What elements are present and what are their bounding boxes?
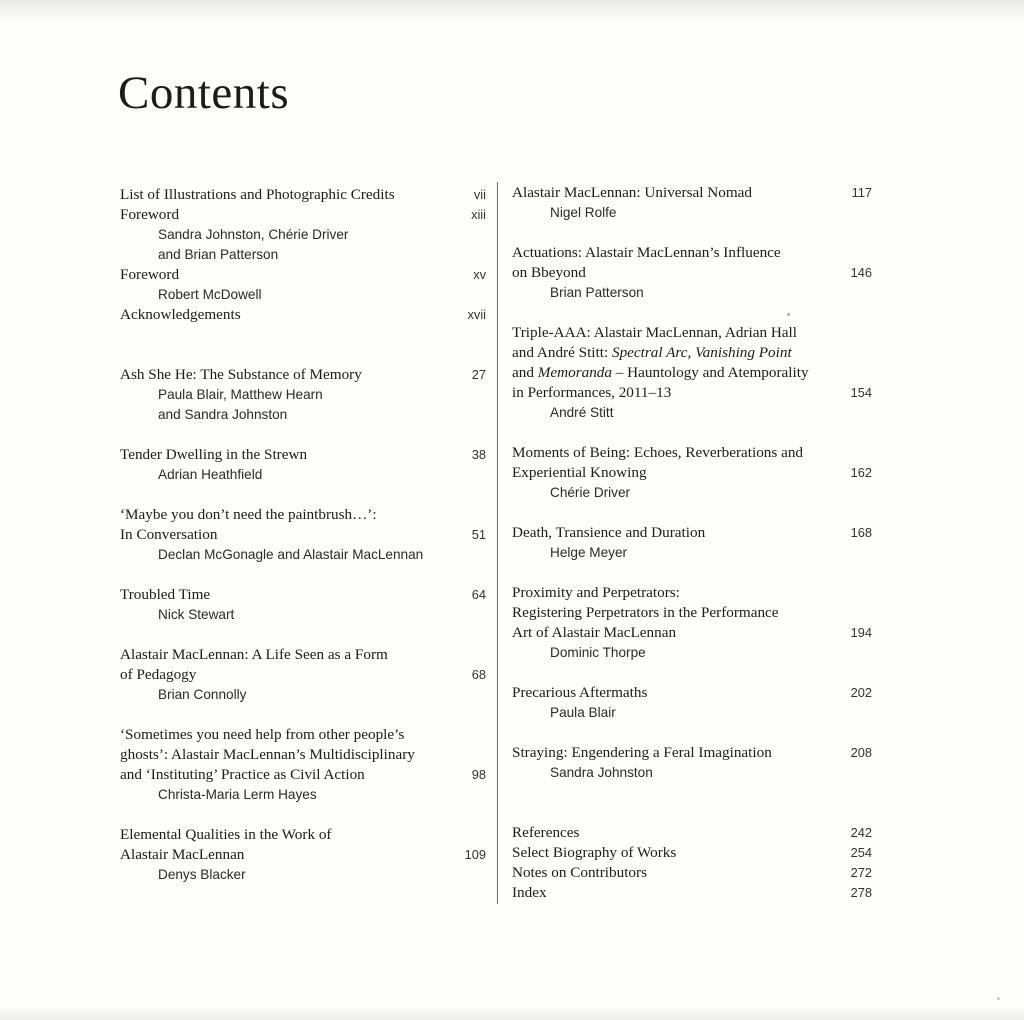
toc-entry[interactable]	[120, 725, 486, 805]
paper-speck	[787, 313, 790, 316]
page-number: 202	[850, 685, 872, 700]
entry-title: List of Illustrations and Photographic Credits vii	[120, 186, 486, 203]
page-number: 208	[850, 745, 872, 760]
page-number: 154	[850, 385, 872, 400]
entry-author: Paula Blair	[550, 705, 616, 720]
entry-title: Alastair MacLennan: A Life Seen as a Form	[120, 646, 388, 663]
entry-author: Robert McDowell	[158, 287, 262, 302]
entry-title: In Conversation 51	[120, 526, 486, 543]
page-number: vii	[473, 187, 486, 202]
scan-top-shadow	[0, 0, 1024, 22]
toc-entry[interactable]	[120, 825, 486, 885]
scan-bottom-edge	[0, 1008, 1024, 1020]
entry-author: Nick Stewart	[158, 607, 235, 622]
column-divider	[497, 182, 498, 904]
page-number: 68	[471, 667, 486, 682]
page-number: xiii	[471, 207, 486, 222]
entry-author: Chérie Driver	[550, 485, 631, 500]
toc-entry[interactable]	[512, 683, 872, 723]
entry-title: ‘Maybe you don’t need the paintbrush…’:	[120, 506, 377, 523]
entry-author: Paula Blair, Matthew Hearn	[158, 387, 323, 402]
entry-title: on Bbeyond 146	[512, 264, 872, 281]
page-number: 168	[850, 525, 872, 540]
entry-title: Index 278	[512, 884, 872, 901]
page-number: 38	[471, 447, 486, 462]
entry-title: ‘Sometimes you need help from other people’s	[120, 726, 405, 743]
entry-author: Helge Meyer	[550, 545, 628, 560]
toc-entry[interactable]	[120, 505, 486, 565]
entry-title: and Memoranda – Hauntology and Atemporality	[512, 364, 809, 381]
entry-author: Denys Blacker	[158, 867, 246, 882]
entry-title: Elemental Qualities in the Work of	[120, 826, 332, 843]
page-number: xv	[473, 267, 486, 282]
entry-author: and Brian Patterson	[158, 247, 279, 262]
entry-title: Foreword xiii	[120, 206, 486, 223]
toc-entry[interactable]	[120, 305, 486, 325]
toc-entry[interactable]	[512, 823, 872, 843]
entry-title: Acknowledgements xvii	[120, 306, 486, 323]
toc-entry[interactable]	[512, 843, 872, 863]
entry-author: Christa-Maria Lerm Hayes	[158, 787, 317, 802]
entry-title: Registering Perpetrators in the Performance	[512, 604, 779, 621]
page-number: 272	[850, 865, 872, 880]
toc-entry[interactable]	[120, 365, 486, 425]
entry-author: Sandra Johnston, Chérie Driver	[158, 227, 349, 242]
page-number: 278	[850, 885, 872, 900]
entry-title: and André Stitt: Spectral Arc, Vanishing Point	[512, 344, 792, 361]
entry-title: Moments of Being: Echoes, Reverberations and	[512, 444, 804, 461]
toc-entry[interactable]	[512, 523, 872, 563]
entry-title: Alastair MacLennan: Universal Nomad 117	[512, 184, 872, 201]
entry-author: Sandra Johnston	[550, 765, 653, 780]
entry-title: Actuations: Alastair MacLennan’s Influence	[512, 244, 781, 261]
entry-title: References 242	[512, 824, 872, 841]
page-number: 162	[850, 465, 872, 480]
entry-author: Nigel Rolfe	[550, 205, 617, 220]
entry-title: Triple-AAA: Alastair MacLennan, Adrian Hall	[512, 324, 797, 341]
toc-entry[interactable]	[512, 183, 872, 223]
page-number: 109	[464, 847, 486, 862]
paper-speck	[997, 997, 1000, 1000]
toc-entry[interactable]	[512, 583, 872, 663]
toc-entry[interactable]	[120, 645, 486, 705]
entry-title: Art of Alastair MacLennan 194	[512, 624, 872, 641]
entry-title: Precarious Aftermaths 202	[512, 684, 872, 701]
toc-entry[interactable]	[512, 443, 872, 503]
toc-entry[interactable]	[120, 265, 486, 305]
entry-author: Adrian Heathfield	[158, 467, 263, 482]
entry-title: Ash She He: The Substance of Memory 27	[120, 366, 486, 383]
entry-author: Brian Connolly	[158, 687, 247, 702]
entry-title: Troubled Time 64	[120, 586, 486, 603]
entry-title: Experiential Knowing 162	[512, 464, 872, 481]
toc-entry[interactable]	[512, 883, 872, 903]
page-number: 146	[850, 265, 872, 280]
toc-entry[interactable]	[512, 743, 872, 783]
entry-title: Straying: Engendering a Feral Imagination 208	[512, 744, 872, 761]
page-number: 254	[850, 845, 872, 860]
page-number: xvii	[467, 307, 486, 322]
page-number: 27	[471, 367, 486, 382]
entry-title: Select Biography of Works 254	[512, 844, 872, 861]
entry-title: of Pedagogy 68	[120, 666, 486, 683]
toc-entry[interactable]	[512, 323, 872, 423]
entry-title: Proximity and Perpetrators:	[512, 584, 680, 601]
entry-title: Foreword xv	[120, 266, 486, 283]
entry-author: Brian Patterson	[550, 285, 644, 300]
entry-author: Declan McGonagle and Alastair MacLennan	[158, 547, 424, 562]
toc-entry[interactable]	[512, 243, 872, 303]
toc-entry[interactable]	[120, 185, 486, 205]
entry-title: Tender Dwelling in the Strewn 38	[120, 446, 486, 463]
entry-title: ghosts’: Alastair MacLennan’s Multidisciplinary	[120, 746, 415, 763]
page-number: 194	[850, 625, 872, 640]
page-number: 242	[850, 825, 872, 840]
page-number: 117	[851, 185, 872, 200]
page-title: Contents	[118, 67, 290, 119]
entry-title: Notes on Contributors 272	[512, 864, 872, 881]
toc-entry[interactable]	[120, 585, 486, 625]
toc-entry[interactable]	[120, 205, 486, 265]
entry-title: Death, Transience and Duration 168	[512, 524, 872, 541]
entry-title: Alastair MacLennan 109	[120, 846, 486, 863]
page-number: 64	[471, 587, 486, 602]
toc-entry[interactable]	[120, 445, 486, 485]
entry-author: Dominic Thorpe	[550, 645, 646, 660]
toc-entry[interactable]	[512, 863, 872, 883]
page-number: 98	[471, 767, 486, 782]
entry-title: in Performances, 2011–13 154	[512, 384, 872, 401]
page-number: 51	[471, 527, 486, 542]
entry-author: and Sandra Johnston	[158, 407, 288, 422]
entry-author: André Stitt	[550, 405, 614, 420]
entry-title: and ‘Instituting’ Practice as Civil Action 98	[120, 766, 486, 783]
